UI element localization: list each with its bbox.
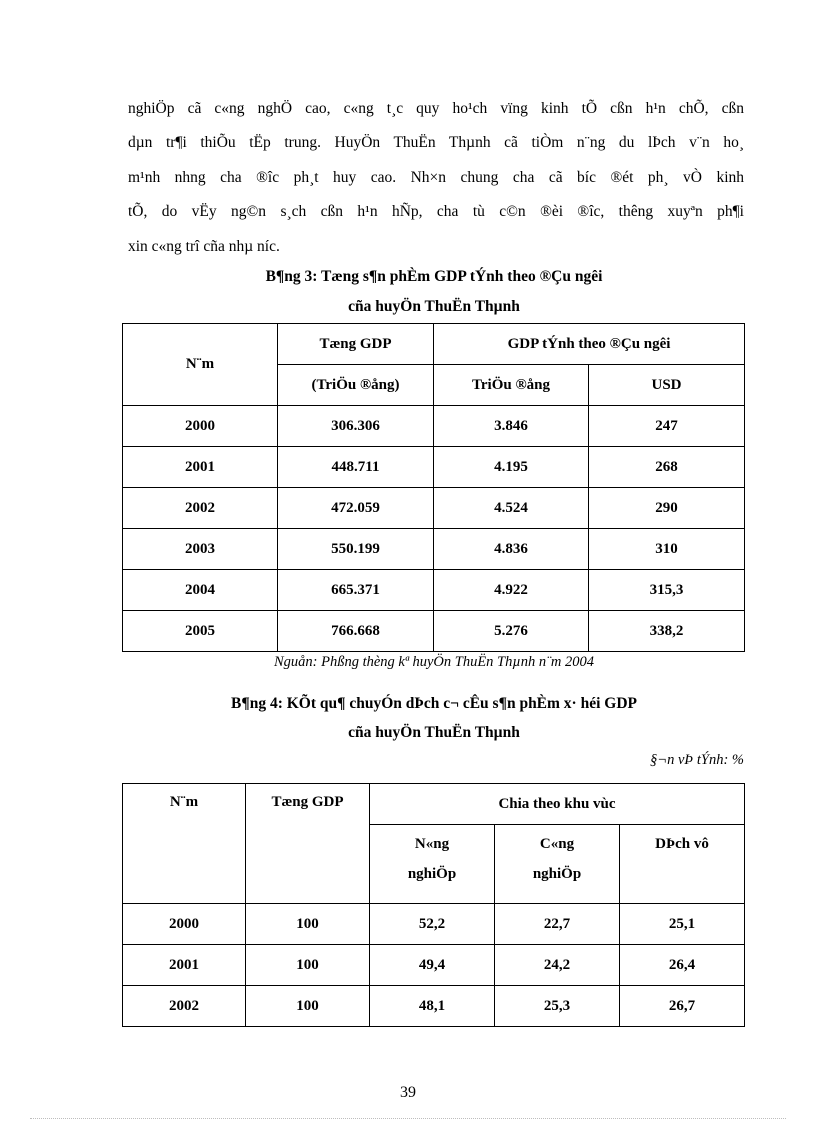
t3-cell-gdp: 766.668 — [278, 611, 434, 652]
table-row — [123, 570, 745, 611]
t4-header-industry-line2: nghiÖp — [532, 866, 582, 882]
t4-header-agriculture-line2: nghiÖp — [407, 866, 457, 882]
paragraph-line: dµn tr¶i thiÕu tËp trung. HuyÖn ThuËn Thµnh cã tiÒm n¨ng du lÞch v¨n ho¸ — [128, 134, 744, 152]
t3-cell-vnd: 4.922 — [434, 570, 589, 611]
t4-cell-agriculture: 52,2 — [370, 904, 495, 945]
t3-cell-year: 2000 — [123, 406, 278, 447]
t4-cell-services: 26,4 — [620, 945, 745, 986]
table-row — [123, 945, 745, 986]
t4-cell-agriculture: 48,1 — [370, 986, 495, 1027]
t4-header-gdp: Tæng GDP — [246, 784, 370, 904]
t3-header-usd: USD — [589, 365, 745, 406]
t3-cell-year: 2004 — [123, 570, 278, 611]
t3-cell-usd: 247 — [589, 406, 745, 447]
t3-header-gdp-line1: Tæng GDP — [278, 324, 434, 365]
t3-cell-year: 2003 — [123, 529, 278, 570]
t3-cell-year: 2005 — [123, 611, 278, 652]
paragraph-line: m¹nh nhng cha ®îc ph¸t huy cao. Nh×n chung cha cã bíc ®ét ph¸ vÒ kinh — [128, 168, 744, 186]
table4-unit-note: §¬n vÞ tÝnh: % — [650, 752, 744, 768]
t4-cell-year: 2001 — [123, 945, 246, 986]
t3-header-million-vnd: TriÖu ®ång — [434, 365, 589, 406]
t4-cell-year: 2000 — [123, 904, 246, 945]
table4-caption-line2: cña huyÖn ThuËn Thµnh — [348, 724, 520, 741]
table-row — [123, 904, 745, 945]
t4-header-industry-line1: C«ng — [539, 836, 575, 852]
t4-cell-industry: 24,2 — [495, 945, 620, 986]
t3-header-year: N¨m — [123, 324, 278, 406]
table-row — [123, 488, 745, 529]
t3-cell-vnd: 5.276 — [434, 611, 589, 652]
t4-cell-gdp: 100 — [246, 904, 370, 945]
paragraph-line: tÕ, do vËy ng©n s¸ch cßn h¹n hÑp, cha tù c©n ®èi ®îc, thêng xuyªn ph¶i — [128, 203, 744, 221]
table-row — [123, 529, 745, 570]
t4-cell-year: 2002 — [123, 986, 246, 1027]
t4-header-agriculture-line1: N«ng — [414, 836, 450, 852]
table3-gdp-per-capita — [122, 323, 745, 652]
t3-cell-gdp: 550.199 — [278, 529, 434, 570]
table3-caption-line2: cña huyÖn ThuËn Thµnh — [348, 298, 520, 315]
t3-cell-year: 2001 — [123, 447, 278, 488]
table-row — [123, 447, 745, 488]
footer-divider — [30, 1118, 786, 1119]
t4-header-services: DÞch vô — [620, 825, 745, 904]
t3-cell-usd: 310 — [589, 529, 745, 570]
t4-header-year: N¨m — [123, 784, 246, 904]
t3-cell-year: 2002 — [123, 488, 278, 529]
paragraph-line: nghiÖp cã c«ng nghÖ cao, c«ng t¸c quy ho¹ch vïng kinh tÕ cßn h¹n chÕ, cßn — [128, 100, 744, 117]
t3-cell-usd: 338,2 — [589, 611, 745, 652]
t3-cell-usd: 315,3 — [589, 570, 745, 611]
body-paragraph — [128, 92, 744, 264]
table4-gdp-structure — [122, 783, 745, 1027]
t3-header-gdp-line2: (TriÖu ®ång) — [278, 365, 434, 406]
page-number: 39 — [400, 1084, 416, 1101]
t4-cell-agriculture: 49,4 — [370, 945, 495, 986]
t3-cell-gdp: 306.306 — [278, 406, 434, 447]
t3-cell-vnd: 3.846 — [434, 406, 589, 447]
table-row — [123, 611, 745, 652]
table3-source-note: Nguån: Phßng thèng kª huyÖn ThuËn Thµnh n¨m 2004 — [273, 654, 595, 670]
table-row — [123, 406, 745, 447]
t4-cell-services: 26,7 — [620, 986, 745, 1027]
t3-cell-gdp: 665.371 — [278, 570, 434, 611]
t4-header-by-sector: Chia theo khu vùc — [370, 784, 745, 825]
t3-cell-usd: 290 — [589, 488, 745, 529]
t3-cell-vnd: 4.195 — [434, 447, 589, 488]
t4-cell-industry: 22,7 — [495, 904, 620, 945]
t4-cell-services: 25,1 — [620, 904, 745, 945]
t4-cell-gdp: 100 — [246, 945, 370, 986]
t3-cell-vnd: 4.836 — [434, 529, 589, 570]
t4-header-industry — [495, 825, 620, 904]
t4-cell-industry: 25,3 — [495, 986, 620, 1027]
t4-header-agriculture — [370, 825, 495, 904]
paragraph-line: xin c«ng trî cña nhµ níc. — [128, 237, 280, 255]
table-row — [123, 986, 745, 1027]
t3-cell-gdp: 448.711 — [278, 447, 434, 488]
t4-cell-gdp: 100 — [246, 986, 370, 1027]
t3-cell-vnd: 4.524 — [434, 488, 589, 529]
t3-header-per-capita: GDP tÝnh theo ®Çu ngêi — [434, 324, 745, 365]
table3-caption-line1: B¶ng 3: Tæng s¶n phÈm GDP tÝnh theo ®Çu ngêi — [265, 268, 603, 285]
t3-cell-usd: 268 — [589, 447, 745, 488]
table4-caption-line1: B¶ng 4: KÕt qu¶ chuyÓn dÞch c¬ cÊu s¶n phÈm x· héi GDP — [230, 695, 638, 712]
t3-cell-gdp: 472.059 — [278, 488, 434, 529]
